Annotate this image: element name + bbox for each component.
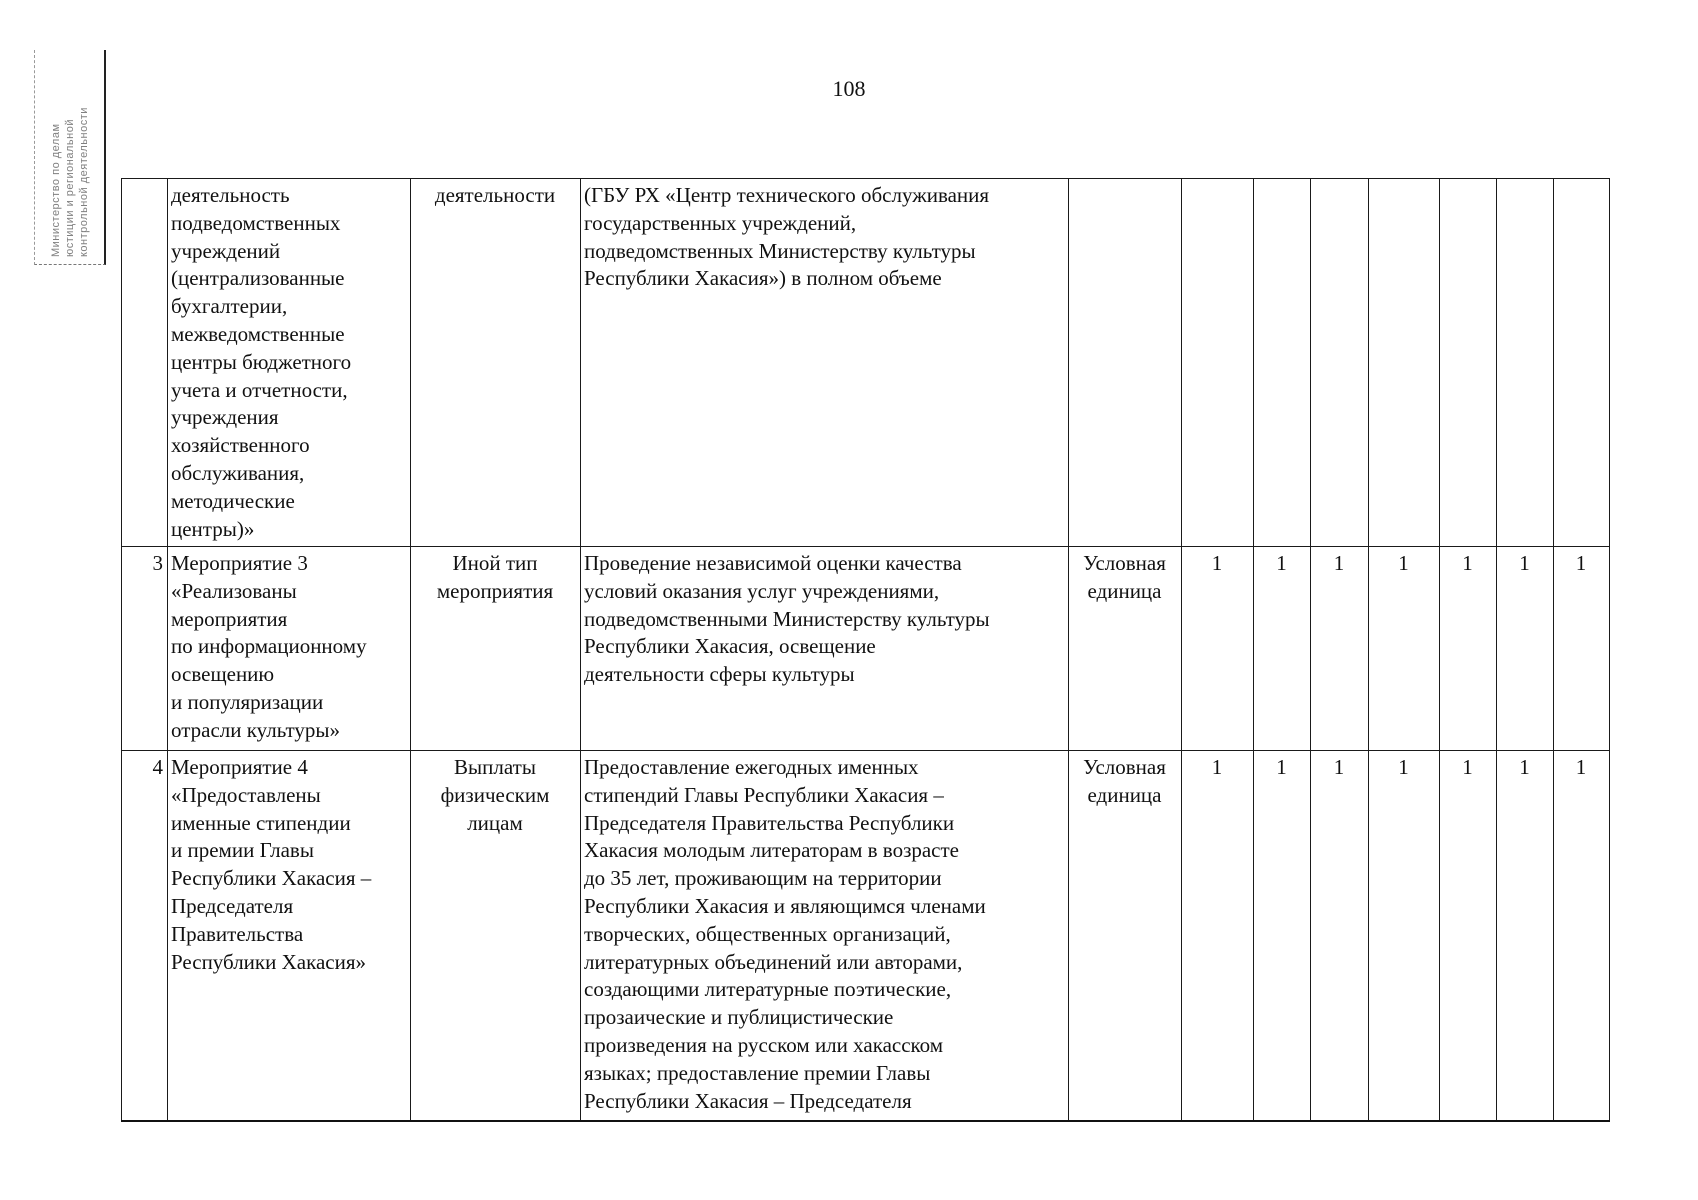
cell-text-line: (централизованные [171,266,345,291]
cell-text-line: Проведение независимой оценки качества [584,551,962,575]
unit-cell [1069,179,1182,547]
cell-text-line: мероприятия [436,578,554,603]
cell-text-line: условий оказания услуг учреждениями, [584,578,940,603]
value-cell: 1 [1497,547,1554,751]
measure-name-cell [168,751,411,1122]
cell-text-line: по информационному [171,634,367,659]
unit-cell [1069,547,1182,751]
table-row [122,179,1610,547]
cell-text-line: подведомственных [171,210,341,235]
measure-type-cell [411,751,581,1122]
value-cell: 1 [1440,547,1497,751]
stamp-line: юстиции и региональной [63,119,76,257]
cell-text-line: мероприятия [171,606,288,631]
cell-text-line: освещению [171,662,275,687]
cell-text-line: деятельности сферы культуры [584,662,855,687]
value-cell [1311,179,1369,547]
cell-text-line: языках; предоставление премии Главы [584,1060,931,1085]
cell-text-line: обслуживания, [171,460,305,485]
cell-text-line: деятельности [434,183,556,207]
value-cell: 1 [1182,751,1254,1122]
value-cell [1554,179,1610,547]
measures-table [121,178,1610,1122]
value-cell: 1 [1369,751,1440,1122]
cell-text-line: единица [1087,578,1162,603]
cell-text-line: именные стипендии [171,810,351,835]
table-row [122,751,1610,1122]
row-number: 4 [122,751,168,1122]
value-cell: 1 [1182,547,1254,751]
stamp-line: контрольной деятельности [77,107,90,257]
cell-text-line: учета и отчетности, [171,377,348,402]
cell-text-line: Выплаты [454,755,536,779]
cell-text-line: и премии Главы [171,838,314,863]
cell-text-line: государственных учреждений, [584,210,857,235]
value-cell [1182,179,1254,547]
measure-name-cell [168,179,411,547]
value-cell: 1 [1554,547,1610,751]
cell-text-line: бухгалтерии, [171,294,288,319]
cell-text-line: «Предоставлены [171,782,321,807]
cell-text-line: до 35 лет, проживающим на территории [584,866,942,891]
cell-text-line: лицам [467,810,523,835]
cell-text-line: методические [171,488,295,513]
row-number [122,179,168,547]
measure-name-cell [168,547,411,751]
value-cell: 1 [1311,751,1369,1122]
cell-text-line: Республики Хакасия – [171,866,372,891]
page-number: 108 [832,76,866,101]
cell-text-line: центры бюджетного [171,349,352,374]
cell-text-line: Республики Хакасия и являющимся членами [584,893,986,918]
cell-text-line: Республики Хакасия» [171,949,367,974]
cell-text-line: подведомственными Министерству культуры [584,606,990,631]
cell-text-line: Мероприятие 3 [171,551,308,575]
cell-text-line: (ГБУ РХ «Центр технического обслуживания [584,183,990,207]
value-cell [1369,179,1440,547]
value-cell: 1 [1254,751,1311,1122]
cell-text-line: подведомственных Министерству культуры [584,238,976,263]
value-cell: 1 [1440,751,1497,1122]
unit-cell [1069,751,1182,1122]
cell-text-line: физическим [440,782,550,807]
cell-text-line: литературных объединений или авторами, [584,949,963,974]
value-cell: 1 [1369,547,1440,751]
cell-text-line: Республики Хакасия – Председателя [584,1088,912,1113]
cell-text-line: Хакасия молодым литераторам в возрасте [584,838,960,863]
cell-text-line: Председателя Правительства Республики [584,810,955,835]
cell-text-line: хозяйственного [171,433,310,458]
value-cell [1440,179,1497,547]
cell-text-line: стипендий Главы Республики Хакасия – [584,782,944,807]
cell-text-line: Правительства [171,921,304,946]
cell-text-line: Предоставление ежегодных именных [584,755,919,779]
cell-text-line: Мероприятие 4 [171,755,308,779]
stamp-line: Министерство по делам [49,123,62,257]
value-cell: 1 [1254,547,1311,751]
cell-text-line: Условная [1083,755,1166,779]
value-cell [1497,179,1554,547]
value-cell: 1 [1554,751,1610,1122]
measure-type-cell [411,179,581,547]
cell-text-line: Председателя [171,893,294,918]
row-number: 3 [122,547,168,751]
cell-text-line: межведомственные [171,321,345,346]
value-cell: 1 [1497,751,1554,1122]
value-cell [1254,179,1311,547]
cell-text-line: единица [1087,782,1162,807]
cell-text-line: Иной тип [452,551,538,575]
cell-text-line: учреждений [171,238,281,263]
cell-text-line: и популяризации [171,689,324,714]
cell-text-line: творческих, общественных организаций, [584,921,951,946]
cell-text-line: отрасли культуры» [171,717,341,742]
cell-text-line: Республики Хакасия») в полном объеме [584,266,942,291]
cell-text-line: центры)» [171,516,255,541]
cell-text-line: учреждения [171,405,279,430]
cell-text-line: Республики Хакасия, освещение [584,634,876,659]
cell-text-line: создающими литературные поэтические, [584,977,952,1002]
cell-text-line: Условная [1083,551,1166,575]
cell-text-line: «Реализованы [171,578,297,603]
measure-description-cell [581,751,1069,1122]
measure-description-cell [581,547,1069,751]
cell-text-line: прозаические и публицистические [584,1005,894,1030]
cell-text-line: деятельность [171,183,290,207]
table-row [122,547,1610,751]
measure-type-cell [411,547,581,751]
value-cell: 1 [1311,547,1369,751]
cell-text-line: произведения на русском или хакасском [584,1032,944,1057]
measure-description-cell [581,179,1069,547]
